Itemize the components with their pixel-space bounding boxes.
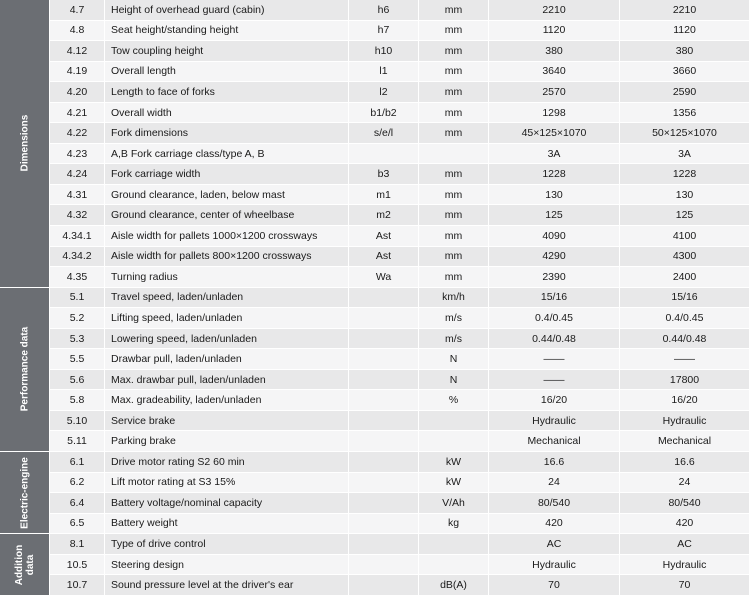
value-model-1: AC: [489, 534, 620, 555]
value-model-1: 3640: [489, 62, 620, 83]
section-header: [0, 452, 50, 534]
row-description: Fork carriage width: [105, 164, 349, 185]
row-symbol: l2: [349, 82, 419, 103]
row-number: 5.1: [50, 288, 105, 309]
value-model-2: 2210: [620, 0, 750, 21]
row-description: Height of overhead guard (cabin): [105, 0, 349, 21]
table-row: [0, 123, 750, 144]
row-symbol: h7: [349, 21, 419, 42]
table-row: [0, 41, 750, 62]
row-unit: mm: [419, 41, 489, 62]
row-symbol: [349, 411, 419, 432]
table-row: [0, 390, 750, 411]
row-number: 4.35: [50, 267, 105, 288]
row-unit: mm: [419, 205, 489, 226]
section-header: [0, 288, 50, 452]
row-unit: %: [419, 390, 489, 411]
row-description: Travel speed, laden/unladen: [105, 288, 349, 309]
row-unit: m/s: [419, 329, 489, 350]
value-model-2: 24: [620, 473, 750, 494]
row-number: 4.31: [50, 185, 105, 206]
row-number: 4.20: [50, 82, 105, 103]
row-description: Service brake: [105, 411, 349, 432]
row-description: Parking brake: [105, 431, 349, 452]
row-number: 4.34.1: [50, 226, 105, 247]
value-model-2: ——: [620, 349, 750, 370]
value-model-2: 0.44/0.48: [620, 329, 750, 350]
table-row: [0, 0, 750, 21]
row-symbol: [349, 452, 419, 473]
table-row: [0, 514, 750, 535]
row-number: 5.3: [50, 329, 105, 350]
value-model-2: 1120: [620, 21, 750, 42]
value-model-1: 15/16: [489, 288, 620, 309]
row-description: Aisle width for pallets 800×1200 crossways: [105, 247, 349, 268]
value-model-1: 130: [489, 185, 620, 206]
row-symbol: Ast: [349, 247, 419, 268]
table-row: [0, 288, 750, 309]
row-description: Battery weight: [105, 514, 349, 535]
row-number: 4.23: [50, 144, 105, 165]
table-row: [0, 534, 750, 555]
row-number: 8.1: [50, 534, 105, 555]
table-row: [0, 62, 750, 83]
row-unit: mm: [419, 62, 489, 83]
row-description: Overall length: [105, 62, 349, 83]
row-description: Turning radius: [105, 267, 349, 288]
value-model-1: 45×125×1070: [489, 123, 620, 144]
value-model-1: 125: [489, 205, 620, 226]
row-symbol: [349, 575, 419, 596]
value-model-1: 4090: [489, 226, 620, 247]
row-symbol: b3: [349, 164, 419, 185]
row-unit: V/Ah: [419, 493, 489, 514]
value-model-2: 17800: [620, 370, 750, 391]
row-description: A,B Fork carriage class/type A, B: [105, 144, 349, 165]
row-description: Aisle width for pallets 1000×1200 crossways: [105, 226, 349, 247]
row-symbol: h6: [349, 0, 419, 21]
row-symbol: m1: [349, 185, 419, 206]
section-label: Addition data: [13, 544, 36, 585]
row-number: 6.1: [50, 452, 105, 473]
value-model-1: 1228: [489, 164, 620, 185]
value-model-1: 4290: [489, 247, 620, 268]
row-unit: [419, 555, 489, 576]
row-number: 5.2: [50, 308, 105, 329]
row-unit: mm: [419, 123, 489, 144]
row-unit: [419, 431, 489, 452]
value-model-2: 1228: [620, 164, 750, 185]
row-unit: dB(A): [419, 575, 489, 596]
row-number: 6.2: [50, 473, 105, 494]
row-number: 10.5: [50, 555, 105, 576]
value-model-1: 80/540: [489, 493, 620, 514]
row-symbol: [349, 329, 419, 350]
value-model-2: 1356: [620, 103, 750, 124]
value-model-2: 15/16: [620, 288, 750, 309]
row-number: 4.32: [50, 205, 105, 226]
row-description: Max. gradeability, laden/unladen: [105, 390, 349, 411]
row-unit: [419, 411, 489, 432]
value-model-2: Hydraulic: [620, 555, 750, 576]
value-model-1: 1298: [489, 103, 620, 124]
row-unit: mm: [419, 185, 489, 206]
table-row: [0, 82, 750, 103]
value-model-1: 16/20: [489, 390, 620, 411]
value-model-1: Hydraulic: [489, 411, 620, 432]
row-description: Length to face of forks: [105, 82, 349, 103]
table-row: [0, 205, 750, 226]
row-symbol: Ast: [349, 226, 419, 247]
row-number: 4.24: [50, 164, 105, 185]
row-unit: [419, 534, 489, 555]
row-unit: km/h: [419, 288, 489, 309]
table-row: [0, 164, 750, 185]
value-model-2: AC: [620, 534, 750, 555]
row-unit: mm: [419, 21, 489, 42]
row-description: Drive motor rating S2 60 min: [105, 452, 349, 473]
table-row: [0, 493, 750, 514]
value-model-1: 24: [489, 473, 620, 494]
row-number: 4.7: [50, 0, 105, 21]
row-symbol: [349, 390, 419, 411]
row-description: Lowering speed, laden/unladen: [105, 329, 349, 350]
row-symbol: [349, 473, 419, 494]
value-model-2: 70: [620, 575, 750, 596]
value-model-2: 16/20: [620, 390, 750, 411]
row-unit: kW: [419, 473, 489, 494]
row-number: 4.8: [50, 21, 105, 42]
row-number: 5.8: [50, 390, 105, 411]
value-model-1: 2390: [489, 267, 620, 288]
table-row: [0, 144, 750, 165]
row-number: 5.5: [50, 349, 105, 370]
table-row: [0, 226, 750, 247]
row-description: Sound pressure level at the driver's ear: [105, 575, 349, 596]
value-model-1: 70: [489, 575, 620, 596]
value-model-1: 3A: [489, 144, 620, 165]
row-unit: mm: [419, 267, 489, 288]
value-model-1: ——: [489, 349, 620, 370]
table-row: [0, 370, 750, 391]
table-row: [0, 431, 750, 452]
row-number: 4.19: [50, 62, 105, 83]
value-model-1: 2570: [489, 82, 620, 103]
value-model-2: Hydraulic: [620, 411, 750, 432]
row-number: 5.6: [50, 370, 105, 391]
row-symbol: [349, 555, 419, 576]
value-model-2: 0.4/0.45: [620, 308, 750, 329]
value-model-2: 380: [620, 41, 750, 62]
value-model-2: 2400: [620, 267, 750, 288]
value-model-2: 3660: [620, 62, 750, 83]
row-unit: mm: [419, 103, 489, 124]
row-description: Lifting speed, laden/unladen: [105, 308, 349, 329]
row-unit: mm: [419, 82, 489, 103]
value-model-1: 16.6: [489, 452, 620, 473]
row-description: Drawbar pull, laden/unladen: [105, 349, 349, 370]
row-description: Max. drawbar pull, laden/unladen: [105, 370, 349, 391]
table-row: [0, 555, 750, 576]
row-symbol: l1: [349, 62, 419, 83]
row-symbol: [349, 370, 419, 391]
section-header: [0, 534, 50, 596]
row-unit: [419, 144, 489, 165]
row-symbol: [349, 308, 419, 329]
row-number: 6.5: [50, 514, 105, 535]
row-description: Lift motor rating at S3 15%: [105, 473, 349, 494]
value-model-1: Hydraulic: [489, 555, 620, 576]
row-symbol: s/e/l: [349, 123, 419, 144]
row-unit: mm: [419, 247, 489, 268]
section-header: [0, 0, 50, 288]
row-unit: mm: [419, 226, 489, 247]
table-row: [0, 452, 750, 473]
value-model-2: 80/540: [620, 493, 750, 514]
section-label: Performance data: [19, 327, 30, 412]
row-description: Ground clearance, center of wheelbase: [105, 205, 349, 226]
row-number: 4.12: [50, 41, 105, 62]
row-unit: m/s: [419, 308, 489, 329]
table-row: [0, 267, 750, 288]
value-model-1: 420: [489, 514, 620, 535]
row-number: 4.21: [50, 103, 105, 124]
row-symbol: [349, 288, 419, 309]
row-unit: kW: [419, 452, 489, 473]
row-number: 6.4: [50, 493, 105, 514]
table-row: [0, 308, 750, 329]
row-symbol: Wa: [349, 267, 419, 288]
row-symbol: m2: [349, 205, 419, 226]
row-unit: N: [419, 349, 489, 370]
row-symbol: [349, 514, 419, 535]
table-row: [0, 185, 750, 206]
value-model-1: 0.44/0.48: [489, 329, 620, 350]
row-symbol: b1/b2: [349, 103, 419, 124]
row-description: Ground clearance, laden, below mast: [105, 185, 349, 206]
value-model-2: 125: [620, 205, 750, 226]
table-row: [0, 21, 750, 42]
value-model-2: 2590: [620, 82, 750, 103]
row-description: Type of drive control: [105, 534, 349, 555]
value-model-2: Mechanical: [620, 431, 750, 452]
value-model-2: 4300: [620, 247, 750, 268]
section-label: Electric-engine: [19, 456, 30, 529]
value-model-1: 2210: [489, 0, 620, 21]
row-symbol: [349, 431, 419, 452]
table-row: [0, 247, 750, 268]
row-number: 5.10: [50, 411, 105, 432]
row-unit: kg: [419, 514, 489, 535]
section-label: Dimensions: [19, 114, 30, 172]
value-model-2: 3A: [620, 144, 750, 165]
value-model-2: 16.6: [620, 452, 750, 473]
row-unit: mm: [419, 0, 489, 21]
value-model-1: 1120: [489, 21, 620, 42]
row-symbol: [349, 493, 419, 514]
value-model-1: 0.4/0.45: [489, 308, 620, 329]
row-number: 10.7: [50, 575, 105, 596]
row-number: 4.34.2: [50, 247, 105, 268]
table-row: [0, 329, 750, 350]
value-model-1: 380: [489, 41, 620, 62]
row-symbol: [349, 144, 419, 165]
value-model-2: 420: [620, 514, 750, 535]
table-row: [0, 103, 750, 124]
table-row: [0, 349, 750, 370]
value-model-1: Mechanical: [489, 431, 620, 452]
value-model-2: 4100: [620, 226, 750, 247]
row-description: Steering design: [105, 555, 349, 576]
table-row: [0, 473, 750, 494]
row-unit: mm: [419, 164, 489, 185]
row-description: Fork dimensions: [105, 123, 349, 144]
row-number: 5.11: [50, 431, 105, 452]
row-description: Battery voltage/nominal capacity: [105, 493, 349, 514]
row-symbol: [349, 534, 419, 555]
value-model-1: ——: [489, 370, 620, 391]
value-model-2: 50×125×1070: [620, 123, 750, 144]
row-symbol: [349, 349, 419, 370]
table-row: [0, 411, 750, 432]
row-symbol: h10: [349, 41, 419, 62]
value-model-2: 130: [620, 185, 750, 206]
row-description: Seat height/standing height: [105, 21, 349, 42]
table-row: [0, 575, 750, 596]
row-number: 4.22: [50, 123, 105, 144]
row-description: Overall width: [105, 103, 349, 124]
row-description: Tow coupling height: [105, 41, 349, 62]
row-unit: N: [419, 370, 489, 391]
